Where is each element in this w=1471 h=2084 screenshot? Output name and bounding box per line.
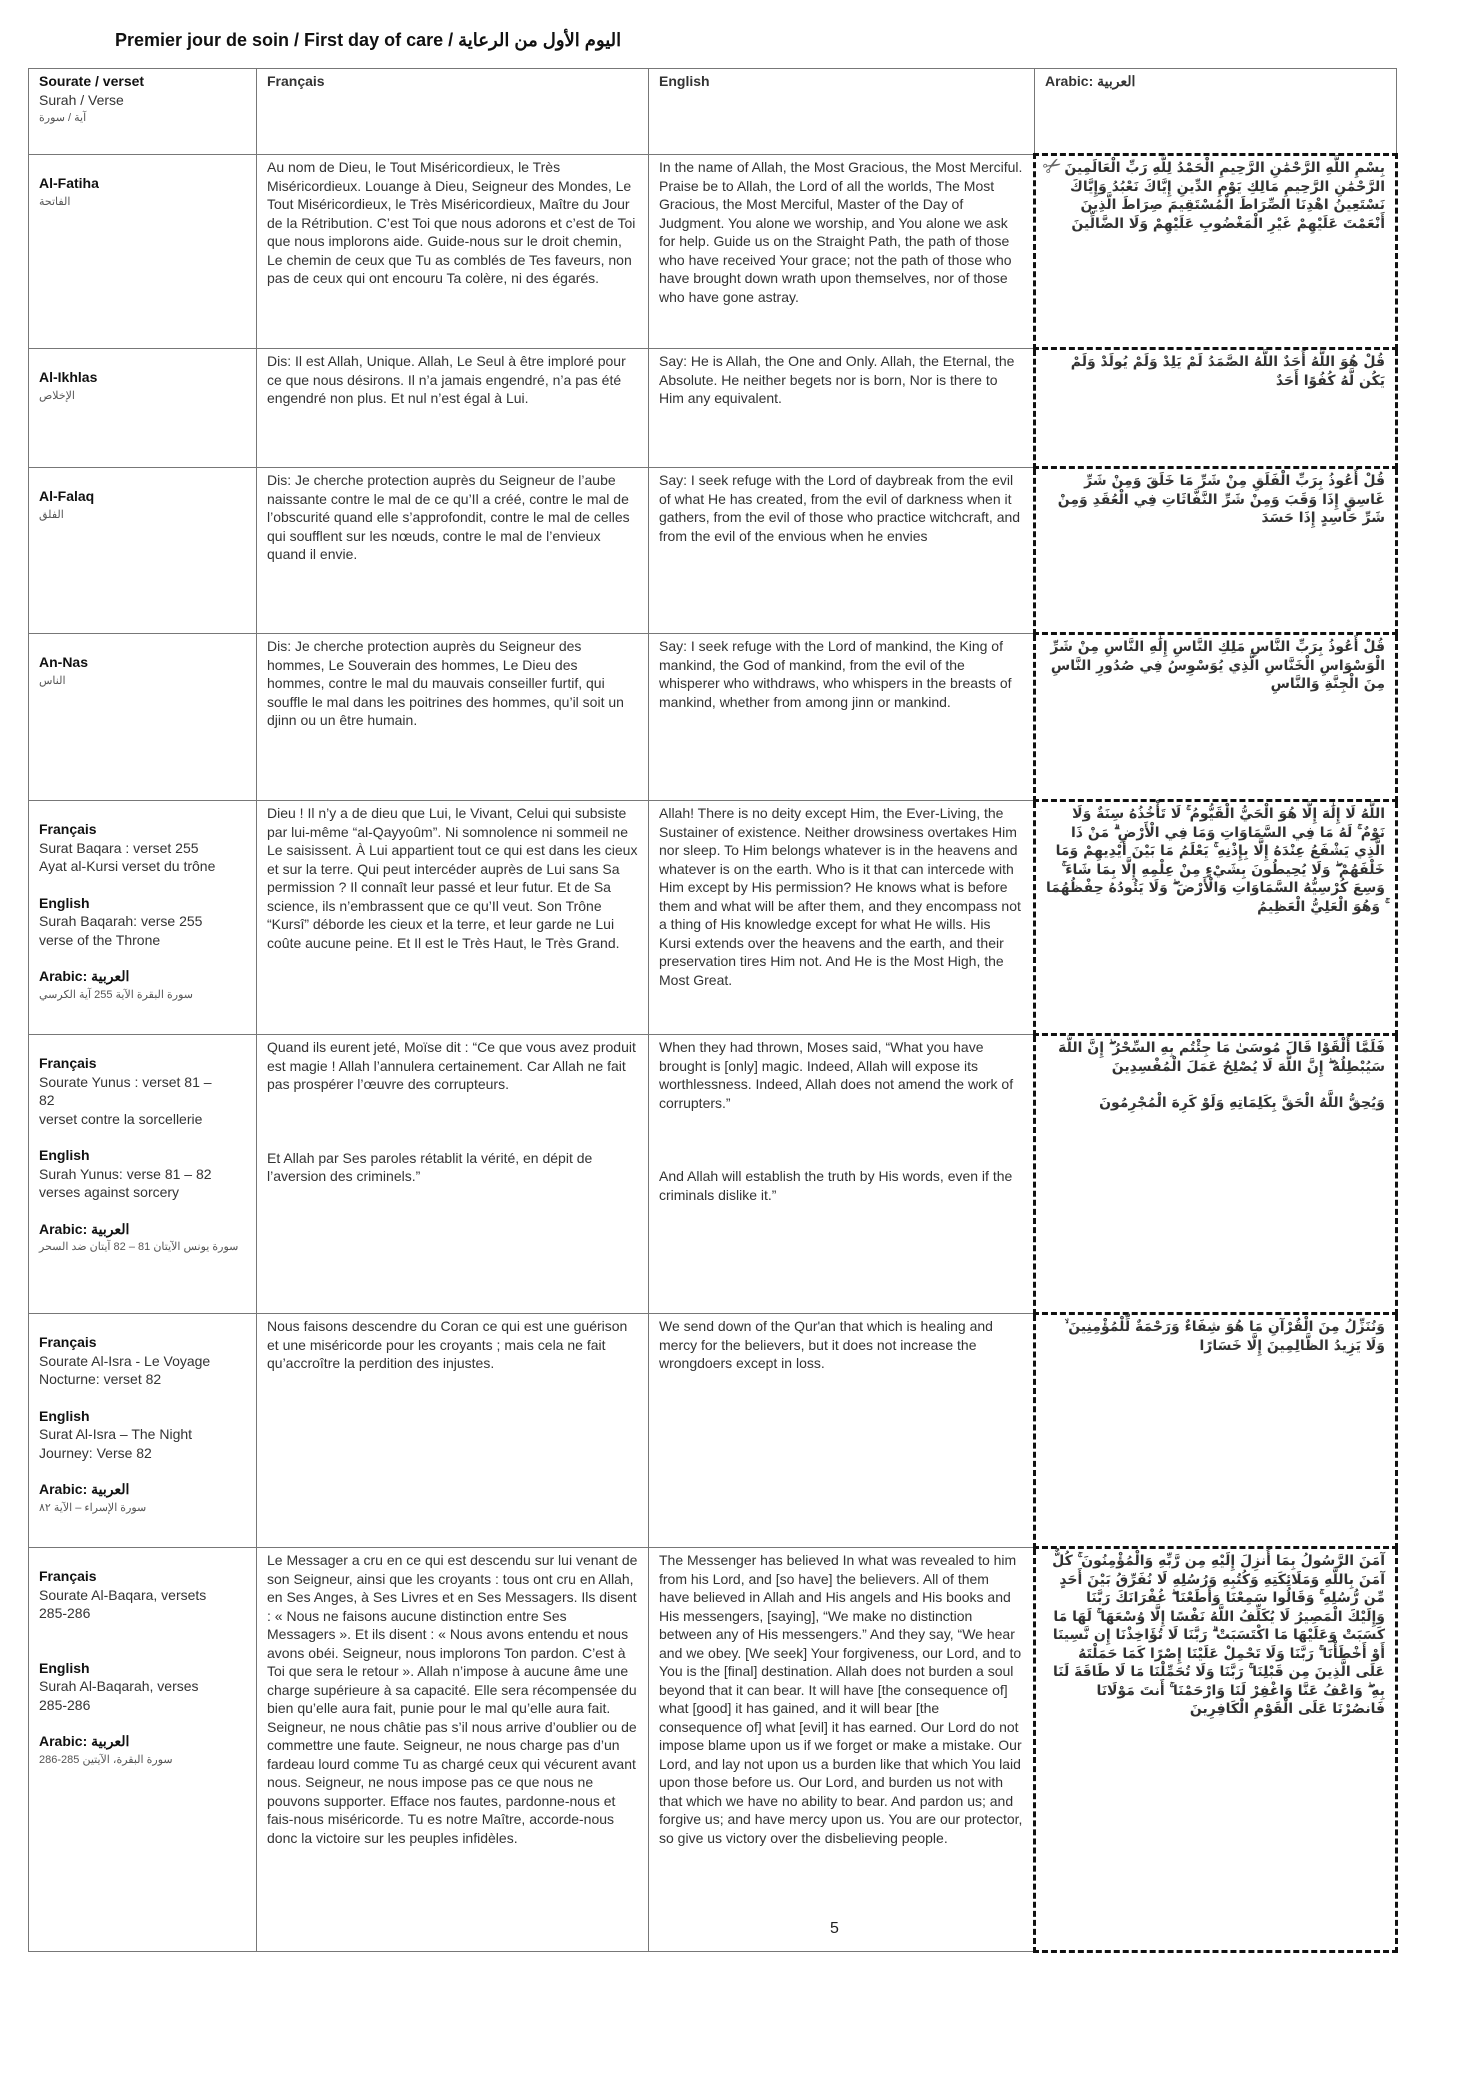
french-translation: Dis: Il est Allah, Unique. Allah, Le Seul à être imploré pour ce que nous désirons. Il n’a jamais engendré, n’a pas été engendré non plus. Et nul n’est égal à Lui. <box>257 349 649 468</box>
english-translation: The Messenger has believed In what was revealed to him from his Lord, and [so have] the believers. All of them have believed in Allah and His angels and His books and His messengers, [saying], “We make no distinction between any of His messengers.” And they say, “We hear and we obey. [We seek] Your forgiveness, our Lord, and to You is the [final] destination. Allah does not burden a soul beyond that it can bear. It will have [the consequence of] what [good] it has gained, and it will bear [the consequence of] what [evil] it has earned. Our Lord do not impose blame upon us if we forget or make a mistake. Our Lord, and lay not upon us a burden like that which You laid upon those before us. Our Lord, and burden us not with that which we have no ability to bear. And pardon us; and forgive us; and have mercy upon us. You are our protector, so give us victory over the disbelieving people. <box>649 1548 1035 1952</box>
french-translation: Dis: Je cherche protection auprès du Seigneur des hommes, Le Souverain des hommes, Le Dieu des hommes, contre le mal du mauvais conseiller furtif, qui souffle le mal dans les poitrines des hommes, qu’il soit un djinn ou un être humain. <box>257 634 649 801</box>
surah-reference <box>29 468 257 634</box>
reference-label-english: English <box>39 1659 90 1676</box>
surah-name: Al-Falaq <box>39 488 95 504</box>
french-translation: Au nom de Dieu, le Tout Miséricordieux, le Très Miséricordieux. Louange à Dieu, Seigneur des Mondes, Le Tout Miséricordieux, le Très Miséricordieux, Maître du Jour de la Rétribution. C’est Toi que nous adorons et c’est de Toi que nous implorons aide. Guide-nous sur le droit chemin, Le chemin de ceux que Tu as comblés de Tes faveurs, non pas de ceux qui ont encouru Ta colère, ni des égarés. <box>257 155 649 349</box>
arabic-text-cutout <box>1035 468 1397 634</box>
reference-label-english: English <box>39 894 90 911</box>
english-translation: Say: I seek refuge with the Lord of mankind, the King of mankind, the God of mankind, from the evil of the whisperer who withdraws, who whispers in the breasts of mankind, whether from among jinn or mankind. <box>649 634 1035 801</box>
reference-line-arabic: سورة الإسراء – الآية ٨٢ <box>39 1501 147 1514</box>
header-english: English <box>649 69 1035 155</box>
reference-line: Surah Yunus: verse 81 – 82 <box>39 1165 212 1182</box>
header-reference <box>29 69 257 155</box>
reference-label-french: Français <box>39 1334 97 1350</box>
verses-table <box>28 68 1398 1953</box>
surah-reference <box>29 1035 257 1314</box>
reference-line: Sourate Yunus : verset 81 – <box>39 1073 212 1090</box>
surah-name: An-Nas <box>39 654 89 670</box>
surah-name-arabic: الفاتحة <box>39 195 71 208</box>
table-row <box>29 1035 1397 1314</box>
arabic-text: بِسْمِ اللَّهِ الرَّحْمَٰنِ الرَّحِيمِ الْحَمْدُ لِلَّهِ رَبِّ الْعَالَمِينَ الرَّحْمَٰنِ الرَّحِيمِ مَالِكِ يَوْمِ الدِّينِ إِيَّاكَ نَعْبُدُ وَإِيَّاكَ نَسْتَعِينُ اهْدِنَا الصِّرَاطَ الْمُسْتَقِيمَ صِرَاطَ الَّذِينَ أَنْعَمْتَ عَلَيْهِمْ غَيْرِ الْمَغْضُوبِ عَلَيْهِمْ وَلَا الضَّالِّينَ <box>1064 160 1385 232</box>
surah-reference <box>29 349 257 468</box>
reference-label-french: Français <box>39 821 97 837</box>
reference-line: Sourate Al-Isra - Le Voyage <box>39 1352 211 1369</box>
reference-line: Nocturne: verset 82 <box>39 1371 162 1387</box>
reference-line: Surat Al-Isra – The Night <box>39 1426 193 1442</box>
arabic-text-cutout <box>1035 1314 1397 1548</box>
reference-line: verses against sorcery <box>39 1184 180 1200</box>
english-translation: Say: He is Allah, the One and Only. Allah, the Eternal, the Absolute. He neither begets nor is born, Nor is there to Him any equivalent. <box>649 349 1035 468</box>
reference-line: Surat Baqara : verset 255 <box>39 839 199 856</box>
page-title: Premier jour de soin / First day of care / اليوم الأول من الرعاية <box>115 30 622 50</box>
english-translation: We send down of the Qur'an that which is healing and mercy for the believers, but it does not increase the wrongdoers except in loss. <box>649 1314 1035 1548</box>
arabic-text: آمَنَ الرَّسُولُ بِمَا أُنزِلَ إِلَيْهِ مِن رَّبِّهِ وَالْمُؤْمِنُونَ ۚ كُلٌّ آمَنَ بِاللَّهِ وَمَلَائِكَتِهِ وَكُتُبِهِ وَرُسُلِهِ لَا نُفَرِّقُ بَيْنَ أَحَدٍ مِّن رُّسُلِهِ ۚ وَقَالُوا سَمِعْنَا وَأَطَعْنَا ۖ غُفْرَانَكَ رَبَّنَا وَإِلَيْكَ الْمَصِيرُ لَا يُكَلِّفُ اللَّهُ نَفْسًا إِلَّا وُسْعَهَا ۚ لَهَا مَا كَسَبَتْ وَعَلَيْهَا مَا اكْتَسَبَتْ ۗ رَبَّنَا لَا تُؤَاخِذْنَا إِن نَّسِينَا أَوْ أَخْطَأْنَا ۚ رَبَّنَا وَلَا تَحْمِلْ عَلَيْنَا إِصْرًا كَمَا حَمَلْتَهُ عَلَى الَّذِينَ مِن قَبْلِنَا ۚ رَبَّنَا وَلَا تُحَمِّلْنَا مَا لَا طَاقَةَ لَنَا بِهِ ۖ وَاعْفُ عَنَّا وَاغْفِرْ لَنَا وَارْحَمْنَا ۚ أَنتَ مَوْلَانَا فَانصُرْنَا عَلَى الْقَوْمِ الْكَافِرِينَ <box>1052 1553 1385 1717</box>
reference-label-english: English <box>39 1147 90 1163</box>
reference-label-french: Français <box>39 1568 97 1584</box>
reference-label-arabic: Arabic: العربية <box>39 1220 130 1237</box>
table-row <box>29 155 1397 349</box>
reference-line-arabic: سورة البقرة الآية 255 آية الكرسي <box>39 988 193 1001</box>
page-number: 5 <box>830 1920 839 1937</box>
reference-line-arabic: سورة البقرة، الآيتين 285-286 <box>39 1753 173 1766</box>
surah-name-arabic: الفلق <box>39 508 64 521</box>
english-verse-81: When they had thrown, Moses said, “What you have brought is [only] magic. Indeed, Allah will expose its worthlessness. Indeed, Allah does not amend the work of corrupters.” <box>659 1039 1014 1111</box>
arabic-text: قُلْ أَعُوذُ بِرَبِّ الْفَلَقِ مِنْ شَرِّ مَا خَلَقَ وَمِنْ شَرِّ غَاسِقٍ إِذَا وَقَبَ وَمِنْ شَرِّ النَّفَّاثَاتِ فِي الْعُقَدِ وَمِنْ شَرِّ حَاسِدٍ إِذَا حَسَدَ <box>1057 473 1385 526</box>
reference-line: Sourate Al-Baqara, versets <box>39 1586 207 1603</box>
reference-line: verset contre la sorcellerie <box>39 1110 203 1127</box>
header-reference-fr: Sourate / verset <box>39 73 145 89</box>
arabic-text-cutout <box>1035 349 1397 468</box>
reference-label-arabic: Arabic: العربية <box>39 1481 130 1497</box>
arabic-text: اللَّهُ لَا إِلَٰهَ إِلَّا هُوَ الْحَيُّ الْقَيُّومُ ۚ لَا تَأْخُذُهُ سِنَةٌ وَلَا نَوْمٌ ۚ لَهُ مَا فِي السَّمَاوَاتِ وَمَا فِي الْأَرْضِ ۗ مَنْ ذَا الَّذِي يَشْفَعُ عِنْدَهُ إِلَّا بِإِذْنِهِ ۚ يَعْلَمُ مَا بَيْنَ أَيْدِيهِمْ وَمَا خَلْفَهُمْ ۖ وَلَا يُحِيطُونَ بِشَيْءٍ مِنْ عِلْمِهِ إِلَّا بِمَا شَاءَ ۚ وَسِعَ كُرْسِيُّهُ السَّمَاوَاتِ وَالْأَرْضَ ۖ وَلَا يَئُودُهُ حِفْظُهُمَا ۚ وَهُوَ الْعَلِيُّ الْعَظِيمُ <box>1046 806 1385 915</box>
scissors-icon: ✂ <box>1038 151 1068 183</box>
reference-label-english: English <box>39 1407 90 1424</box>
french-translation: Dis: Je cherche protection auprès du Seigneur de l’aube naissante contre le mal de ce qu’Il a créé, contre le mal de l’obscurité quand elle s’approfondit, contre le mal de celles qui soufflent sur les nœuds, contre le mal de l’envieux quand il envie. <box>257 468 649 634</box>
reference-label-arabic: Arabic: العربية <box>39 968 130 984</box>
french-translation: Nous faisons descendre du Coran ce qui est une guérison et une miséricorde pour les croyants ; mais cela ne fait qu’accroître la perdition des injustes. <box>257 1314 649 1548</box>
reference-line: Surah Al-Baqarah, verses <box>39 1678 199 1694</box>
surah-reference <box>29 801 257 1035</box>
arabic-text-cutout <box>1035 1035 1397 1314</box>
arabic-text-cutout <box>1035 801 1397 1035</box>
table-row <box>29 801 1397 1035</box>
reference-line-arabic: سورة يونس الآيتان 81 – 82 آيتان ضد السحر <box>39 1241 239 1253</box>
arabic-text-cutout <box>1035 634 1397 801</box>
surah-name-arabic: الناس <box>39 674 66 687</box>
reference-line: 285-286 <box>39 1605 91 1621</box>
header-arabic: Arabic: العربية <box>1035 69 1397 155</box>
header-reference-ar: آية / سورة <box>39 112 87 124</box>
reference-line: 285-286 <box>39 1696 91 1713</box>
french-translation: Le Messager a cru en ce qui est descendu sur lui venant de son Seigneur, ainsi que les croyants : tous ont cru en Allah, en Ses Anges, à Ses Livres et en Ses Messagers. Ils disent : « Nous ne faisons aucune distinction entre Ses Messagers ». Et ils disent : « Nous avons entendu et nous avons obéi. Seigneur, nous implorons Ton pardon. C’est à Toi que sera le retour ». Allah n’impose à aucune âme une charge supérieure à sa capacité. Elle sera récompensée du bien qu’elle aura fait, punie pour le mal qu’elle aura fait. Seigneur, ne nous châtie pas s’il nous arrive d’oublier ou de commettre une faute. Seigneur, ne nous charge pas d’un fardeau lourd comme Tu as chargé ceux qui vécurent avant nous. Seigneur, ne nous impose pas ce que nous ne pouvons supporter. Efface nos fautes, pardonne-nous et fais-nous miséricorde. Tu es notre Maître, accorde-nous donc la victoire sur les peuples infidèles. <box>257 1548 649 1952</box>
table-header-row <box>29 69 1397 155</box>
surah-name-arabic: الإخلاص <box>39 389 75 402</box>
arabic-text: قُلْ أَعُوذُ بِرَبِّ النَّاسِ مَلِكِ النَّاسِ إِلَٰهِ النَّاسِ مِنْ شَرِّ الْوَسْوَاسِ الْخَنَّاسِ الَّذِي يُوَسْوِسُ فِي صُدُورِ النَّاسِ مِنَ الْجِنَّةِ وَالنَّاسِ <box>1050 639 1385 692</box>
surah-reference <box>29 634 257 801</box>
table-row <box>29 634 1397 801</box>
reference-line: Journey: Verse 82 <box>39 1444 152 1461</box>
surah-name: Al-Ikhlas <box>39 369 98 385</box>
surah-reference <box>29 1314 257 1548</box>
table-row <box>29 1548 1397 1952</box>
arabic-text-cutout <box>1035 1548 1397 1952</box>
arabic-text-cutout <box>1035 151 1397 349</box>
surah-name: Al-Fatiha <box>39 175 99 191</box>
french-translation: Dieu ! Il n’y a de dieu que Lui, le Vivant, Celui qui subsiste par lui-même “al-Qayyoûm”. Ni somnolence ni sommeil ne Le saisissent. À Lui appartient tout ce qui est dans les cieux et sur la terre. Qui peut intercéder auprès de Lui sans Sa permission ? Il connaît leur passé et leur futur. Et de Sa science, ils n’embrassent que ce qu’Il veut. Son Trône “Kursî” déborde les cieux et la terre, et leur garde ne Lui coûte aucune peine. Et Il est le Très Haut, le Très Grand. <box>257 801 649 1035</box>
reference-line: 82 <box>39 1092 55 1108</box>
english-translation: Say: I seek refuge with the Lord of daybreak from the evil of what He has created, from the evil of darkness when it gathers, from the evil of those who practice witchcraft, and from the evil of the envious when he envies <box>649 468 1035 634</box>
reference-line: verse of the Throne <box>39 931 161 948</box>
arabic-text: قُلْ هُوَ اللَّهُ أَحَدٌ اللَّهُ الصَّمَدُ لَمْ يَلِدْ وَلَمْ يُولَدْ وَلَمْ يَكُن لَّهُ كُفُوًا أَحَدٌ <box>1070 354 1385 389</box>
english-verse-82: And Allah will establish the truth by His words, even if the criminals dislike it.” <box>659 1168 1013 1203</box>
reference-line: Surah Baqarah: verse 255 <box>39 913 203 929</box>
table-row <box>29 349 1397 468</box>
table-row <box>29 1314 1397 1548</box>
english-translation <box>649 1035 1035 1314</box>
header-french: Français <box>257 69 649 155</box>
reference-label-french: Français <box>39 1055 97 1071</box>
table-row <box>29 468 1397 634</box>
english-translation: In the name of Allah, the Most Gracious, the Most Merciful. Praise be to Allah, the Lord of all the worlds, The Most Gracious, the Most Merciful, Master of the Day of Judgment. You alone we worship, and You alone we ask for help. Guide us on the Straight Path, the path of those who have received Your grace; not the path of those who have brought down wrath upon themselves, nor of those who have gone astray. <box>649 155 1035 349</box>
french-translation <box>257 1035 649 1314</box>
surah-reference <box>29 1548 257 1952</box>
arabic-verse-82: وَيُحِقُّ اللَّهُ الْحَقَّ بِكَلِمَاتِهِ وَلَوْ كَرِهَ الْمُجْرِمُونَ <box>1099 1095 1385 1111</box>
english-translation: Allah! There is no deity except Him, the Ever-Living, the Sustainer of existence. Neither drowsiness overtakes Him nor sleep. To Him belongs whatever is in the heavens and whatever is on the earth. Who is it that can intercede with Him except by His permission? He knows what is before them and what will be after them, and they encompass not a thing of His knowledge except for what He wills. His Kursi extends over the heavens and the earth, and their preservation tires Him not. And He is the Most High, the Most Great. <box>649 801 1035 1035</box>
reference-line: Ayat al-Kursi verset du trône <box>39 858 216 874</box>
arabic-verse-81: فَلَمَّا أَلْقَوْا قَالَ مُوسَىٰ مَا جِئْتُم بِهِ السِّحْرُ ۖ إِنَّ اللَّهَ سَيُبْطِلُهُ ۖ إِنَّ اللَّهَ لَا يُصْلِحُ عَمَلَ الْمُفْسِدِينَ <box>1058 1040 1385 1075</box>
reference-label-arabic: Arabic: العربية <box>39 1733 130 1749</box>
arabic-text: وَنُنَزِّلُ مِنَ الْقُرْآنِ مَا هُوَ شِفَاءٌ وَرَحْمَةٌ لِّلْمُؤْمِنِينَ ۙ وَلَا يَزِيدُ الظَّالِمِينَ إِلَّا خَسَارًا <box>1064 1319 1385 1354</box>
french-verse-82: Et Allah par Ses paroles rétablit la vérité, en dépit de l’aversion des criminels.” <box>267 1149 593 1184</box>
french-verse-81: Quand ils eurent jeté, Moïse dit : “Ce que vous avez produit est magie ! Allah l’annulera certainement. Car Allah ne fait pas prospérer l’œuvre des corrupteurs. <box>267 1039 636 1092</box>
surah-reference <box>29 155 257 349</box>
header-reference-en: Surah / Verse <box>39 91 124 108</box>
